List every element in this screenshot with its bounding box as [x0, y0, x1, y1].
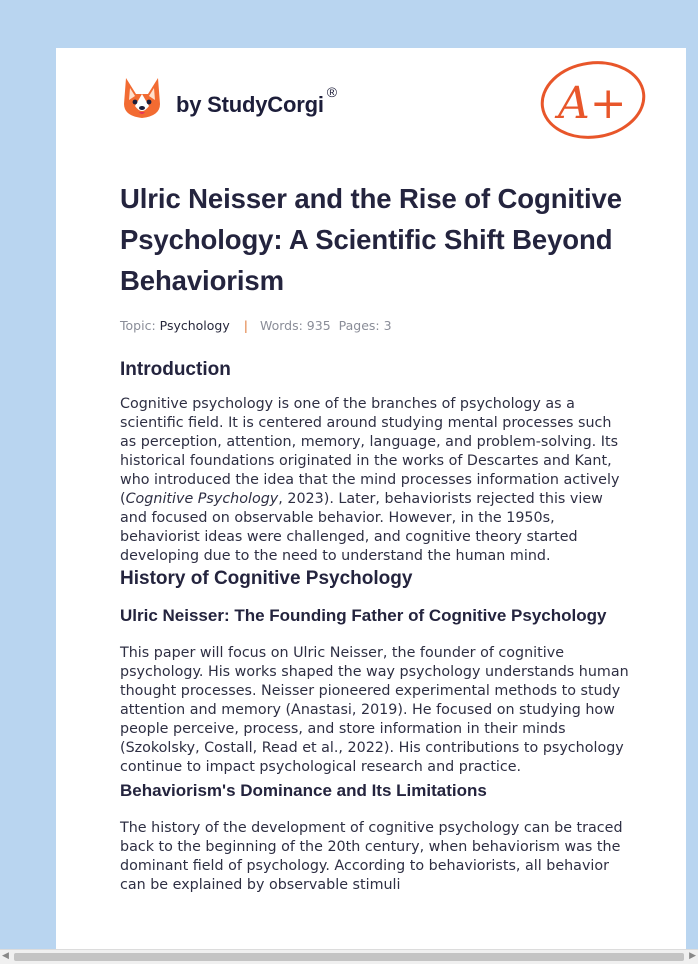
paragraph-neisser: This paper will focus on Ulric Neisser, the founder of cognitive psychology. His works shaped the way psychology understands human thought processes. Neisser pioneered experimental methods to study attention and memory (Anastasi, 2019). He focused on studying how people perceive, process, and store information in their minds (Szokolsky, Costall, Read et al., 2022). His contributions to psychology continue to impact psychological research and practice. [120, 645, 629, 775]
essay-title: Ulric Neisser and the Rise of Cognitive Psychology: A Scientific Shift Beyond Behaviorism [120, 183, 622, 296]
brand-name: by StudyCorgi ® [176, 84, 337, 117]
horizontal-scrollbar[interactable] [0, 949, 698, 964]
essay-meta: Topic: Psychology | Words: 935 Pages: 3 [120, 318, 392, 333]
svg-text:A+: A+ [558, 78, 627, 129]
scroll-left-arrow-icon[interactable]: ◀ [2, 951, 9, 961]
scrollbar-thumb[interactable] [14, 953, 684, 961]
subsection-heading-behaviorism: Behaviorism's Dominance and Its Limitations [120, 781, 487, 800]
essay-page [56, 48, 686, 952]
paragraph-introduction: Cognitive psychology is one of the branches of psychology as a scientific field. It is centered around studying mental processes such as perception, attention, memory, language, and problem-solving. Its historical foundations originated in the works of Descartes and Kant, who introduced the idea that the mind processes information actively (Cognitive Psychology, 2023). Later, behaviorists rejected this view and focused on observable behavior. However, in the 1950s, behaviorist ideas were challenged, and cognitive theory started developing due to the need to understand the human mind. [120, 396, 620, 564]
studycorgi-logo[interactable] [122, 76, 337, 120]
corgi-logo-icon [122, 76, 162, 120]
subsection-heading-neisser: Ulric Neisser: The Founding Father of Cognitive Psychology [120, 606, 607, 625]
paragraph-behaviorism: The history of the development of cognitive psychology can be traced back to the beginning of the 20th century, when behaviorism was the dominant field of psychology. According to behaviorists, all behavior can be explained by observable stimuli [120, 820, 623, 893]
topic-link[interactable]: Psychology [159, 318, 230, 333]
scroll-right-arrow-icon[interactable]: ▶ [689, 951, 696, 961]
section-heading-history: History of Cognitive Psychology [120, 568, 413, 589]
section-heading-introduction: Introduction [120, 359, 231, 380]
a-plus-grade-icon [538, 58, 648, 146]
essay-content [120, 178, 630, 895]
